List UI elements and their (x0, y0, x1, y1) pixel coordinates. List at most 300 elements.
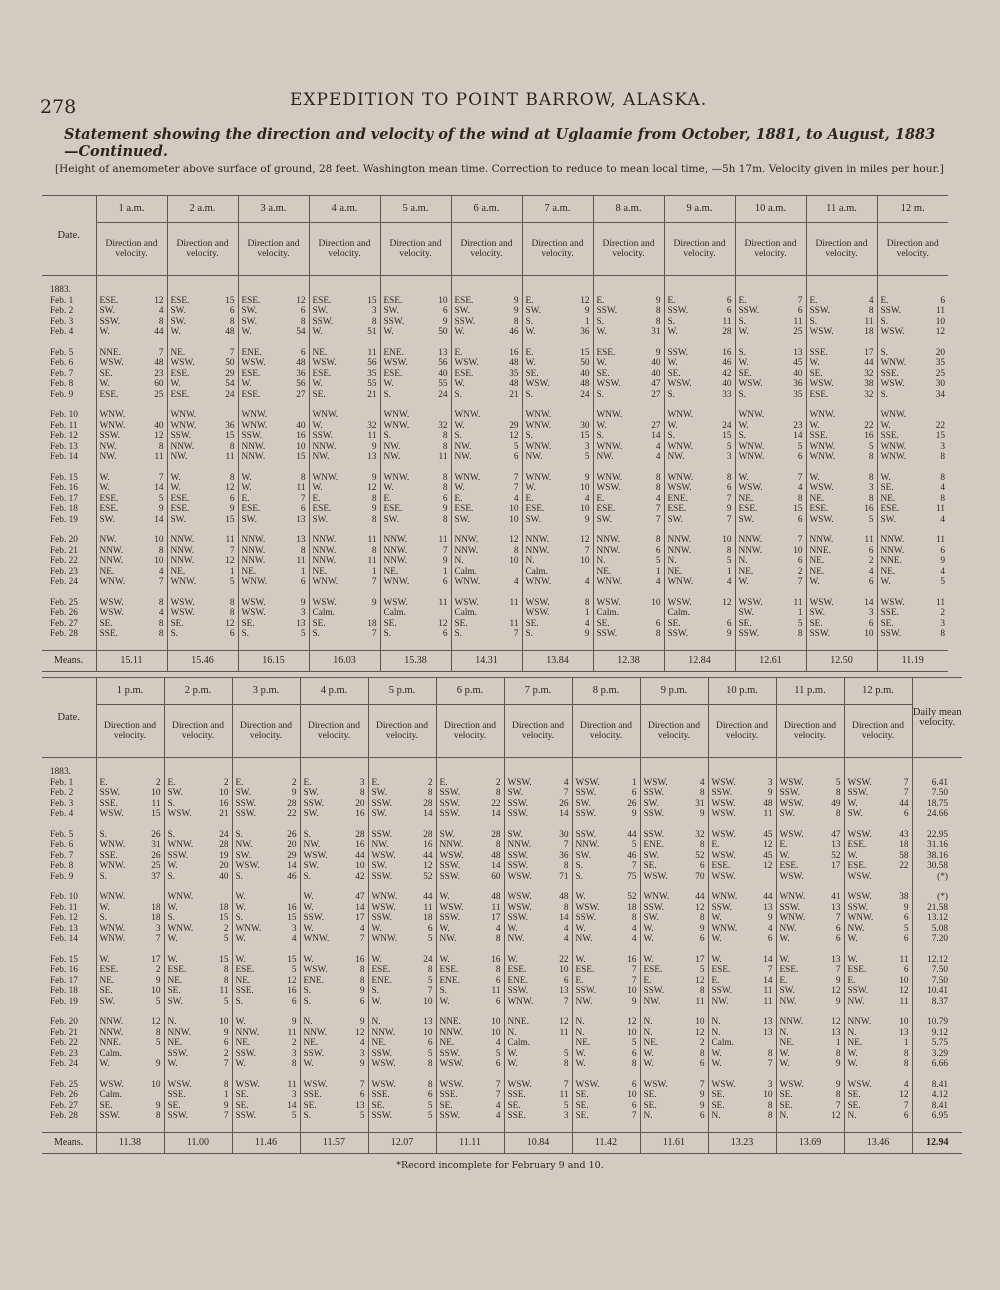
wind-velocity: 2 (797, 566, 803, 577)
wind-direction: SW. (847, 809, 863, 819)
direction-velocity-header: Direction and velocity. (368, 705, 436, 758)
wind-observation (304, 934, 365, 945)
wind-direction: NNW. (99, 556, 124, 566)
wind-velocity: 8 (767, 1100, 773, 1111)
wind-direction: ESE. (596, 347, 616, 358)
wind-velocity: 8 (495, 934, 501, 944)
hour-header: 3 a.m. (238, 196, 309, 223)
wind-velocity: 16 (864, 431, 874, 441)
wind-observation (372, 1059, 433, 1070)
wind-direction: WSW. (643, 871, 668, 882)
wind-velocity: 15 (580, 347, 590, 358)
wind-direction: SW. (170, 514, 186, 525)
wind-velocity: 16 (722, 347, 732, 358)
wind-observation (881, 390, 946, 401)
spacer (304, 1007, 365, 1017)
wind-velocity: 11 (509, 618, 519, 629)
wind-direction: ESE. (738, 504, 758, 514)
wind-direction: NNW. (235, 1027, 260, 1038)
wind-direction: S. (383, 389, 391, 400)
hour-mean: 12.84 (664, 650, 735, 671)
wind-direction: WNW. (847, 913, 874, 923)
spacer (100, 767, 161, 778)
hour-header: 6 p.m. (436, 678, 504, 705)
wind-observation (881, 494, 946, 505)
wind-velocity: 40 (722, 379, 732, 389)
wind-velocity: 5 (427, 975, 433, 986)
wind-observation (171, 442, 235, 453)
wind-velocity: 11 (287, 1027, 297, 1038)
wind-velocity: 8 (442, 431, 448, 441)
wind-observation (739, 619, 803, 630)
spacer (668, 463, 732, 473)
wind-direction: E. (711, 975, 720, 986)
wind-direction: SSW. (439, 871, 461, 882)
wind-velocity: 26 (151, 850, 161, 861)
wind-velocity: 8 (155, 1111, 161, 1121)
wind-observation (242, 410, 306, 421)
overall-daily-mean: 12.94 (912, 1132, 962, 1153)
wind-velocity: 9 (835, 996, 841, 1007)
spacer (171, 588, 235, 598)
wind-direction: WSW. (241, 597, 266, 608)
wind-velocity: 4 (655, 493, 661, 504)
wind-direction: W. (170, 327, 181, 337)
wind-velocity: 1 (835, 1038, 841, 1048)
wind-observation (644, 830, 705, 841)
wind-direction: N. (596, 556, 606, 566)
wind-direction: NE. (809, 493, 825, 504)
wind-velocity: 11 (936, 535, 945, 545)
wind-direction: WSW. (507, 902, 532, 913)
date-label: Feb. 12 (50, 431, 78, 441)
wind-observation (242, 431, 306, 442)
wind-direction: WNW. (809, 410, 836, 420)
wind-direction: ESE. (779, 861, 799, 871)
wind-direction: W. (779, 934, 790, 944)
wind-observation (668, 358, 732, 369)
wind-direction: WSW. (167, 1079, 192, 1090)
wind-velocity: 15 (296, 452, 306, 462)
wind-observation (372, 1049, 433, 1060)
wind-observation (668, 296, 732, 307)
wind-direction: W. (167, 934, 178, 944)
wind-direction: W. (575, 1048, 586, 1059)
wind-velocity: 1 (726, 566, 732, 577)
wind-observation (168, 1059, 229, 1070)
wind-direction: W. (383, 379, 394, 389)
wind-observation (780, 892, 841, 903)
wind-direction: NNW. (170, 556, 195, 566)
wind-direction: WNW. (525, 410, 552, 420)
year-label: 1883. (50, 285, 71, 295)
wind-observation (668, 535, 732, 546)
wind-observation (780, 1080, 841, 1091)
wind-velocity: 6 (726, 618, 732, 629)
wind-velocity: 4 (563, 923, 569, 934)
hour-mean: 11.11 (436, 1132, 504, 1153)
wind-direction: NNW. (880, 535, 905, 545)
daily-mean-value: 6.95 (931, 1111, 948, 1121)
wind-direction: ESE. (170, 295, 190, 306)
wind-observation (384, 348, 448, 359)
wind-direction: E. (454, 347, 463, 358)
wind-direction: ENE. (241, 347, 262, 358)
wind-observation (236, 986, 297, 997)
wind-direction: SSW. (99, 316, 121, 327)
wind-direction: SW. (235, 850, 251, 861)
wind-direction: NE. (167, 975, 183, 986)
spacer (50, 640, 96, 650)
hour-header: 7 p.m. (504, 678, 572, 705)
wind-direction: WSW. (371, 1059, 396, 1069)
wind-velocity: 9 (699, 923, 705, 934)
wind-direction: WNW. (312, 577, 339, 587)
spacer (810, 525, 874, 535)
hour-mean: 11.38 (96, 1132, 164, 1153)
wind-direction: S. (303, 1111, 311, 1121)
wind-observation (100, 556, 164, 567)
wind-direction: W. (170, 483, 181, 493)
wind-direction: NNW. (439, 1027, 464, 1038)
wind-observation (100, 903, 161, 914)
wind-direction: ESE. (575, 965, 595, 975)
hour-header: 10 p.m. (708, 678, 776, 705)
wind-observation (313, 629, 377, 640)
wind-velocity: 6 (767, 934, 773, 944)
wind-observation (597, 348, 661, 359)
direction-velocity-header: Direction and velocity. (309, 223, 380, 276)
wind-velocity: 24 (225, 389, 235, 400)
wind-observation (810, 473, 874, 484)
wind-direction: SE. (439, 1100, 453, 1111)
wind-observation (597, 598, 661, 609)
wind-velocity: 5 (726, 441, 732, 452)
spacer (881, 400, 946, 410)
wind-observation (881, 327, 946, 338)
wind-observation (881, 483, 946, 494)
spacer (242, 276, 306, 285)
wind-direction: WSW. (809, 379, 834, 389)
wind-observation (597, 577, 661, 588)
wind-direction: ENE. (383, 347, 404, 358)
wind-velocity: 32 (695, 829, 705, 840)
wind-velocity: 8 (291, 1059, 297, 1069)
wind-direction: W. (575, 892, 586, 902)
wind-observation (810, 577, 874, 588)
wind-direction: WNW. (711, 923, 738, 934)
wind-velocity: 46 (627, 850, 637, 861)
wind-observation (668, 629, 732, 640)
date-label: Feb. 19 (50, 514, 78, 525)
wind-velocity: 4 (767, 923, 773, 934)
wind-observation (576, 1017, 637, 1028)
wind-direction: W. (99, 472, 110, 483)
hour-header: 12 m. (877, 196, 948, 223)
wind-observation (171, 296, 235, 307)
wind-observation (455, 317, 519, 328)
wind-direction: E. (525, 347, 534, 358)
wind-direction: WNW. (525, 472, 552, 483)
wind-observation (304, 1101, 365, 1112)
direction-velocity-header: Direction and velocity. (806, 223, 877, 276)
wind-observation (597, 369, 661, 380)
spacer (508, 767, 569, 778)
wind-observation (455, 348, 519, 359)
wind-velocity: 7 (655, 504, 661, 514)
wind-velocity: 7 (229, 347, 235, 358)
wind-observation (440, 1038, 501, 1049)
wind-velocity: 12 (225, 556, 235, 566)
wind-direction: SSW. (439, 1111, 461, 1121)
wind-direction: W. (454, 379, 465, 389)
wind-observation (304, 903, 365, 914)
wind-observation (384, 515, 448, 526)
wind-velocity: 30 (559, 829, 569, 840)
wind-observation (881, 608, 946, 619)
wind-direction: WSW. (880, 597, 905, 608)
wind-observation (304, 851, 365, 862)
wind-direction: E. (596, 295, 605, 306)
date-label: Feb. 28 (50, 1111, 78, 1121)
wind-velocity: 4 (495, 923, 501, 934)
wind-velocity: 11 (367, 347, 377, 358)
wind-velocity: 4 (868, 295, 874, 306)
wind-direction: ESE. (383, 295, 403, 306)
wind-direction: NNW. (454, 535, 479, 545)
wind-direction: NNE. (99, 347, 121, 358)
wind-velocity: 48 (559, 892, 569, 902)
wind-observation (372, 1028, 433, 1039)
wind-direction: WSW. (371, 1079, 396, 1090)
date-label: Feb. 17 (50, 493, 78, 504)
wind-velocity: 4 (726, 577, 732, 587)
wind-velocity: 8 (655, 629, 661, 639)
wind-velocity: 42 (355, 871, 365, 882)
spacer (508, 820, 569, 830)
wind-direction: NW. (847, 996, 865, 1007)
date-label: Feb. 2 (50, 788, 74, 798)
wind-direction: SE. (738, 618, 752, 629)
spacer (881, 463, 946, 473)
wind-observation (810, 358, 874, 369)
wind-velocity: 52 (627, 892, 637, 902)
hour-header: 1 p.m. (96, 678, 164, 705)
wind-velocity: 7 (359, 934, 365, 944)
wind-observation (100, 369, 164, 380)
wind-direction: WNW. (667, 410, 694, 420)
wind-direction: SE. (167, 986, 181, 996)
wind-direction: NW. (439, 934, 457, 944)
direction-velocity-header: Direction and velocity. (877, 223, 948, 276)
wind-direction: NNW. (383, 545, 408, 556)
wind-velocity: 6 (427, 1090, 433, 1100)
wind-observation (576, 1049, 637, 1060)
spacer (440, 945, 501, 955)
wind-observation (526, 629, 590, 640)
wind-observation (508, 934, 569, 945)
wind-velocity: 5 (940, 577, 945, 587)
wind-observation (526, 421, 590, 432)
wind-direction: W. (779, 1059, 790, 1069)
wind-direction: SE. (738, 368, 752, 379)
spacer (384, 338, 448, 348)
wind-observation (508, 872, 569, 883)
wind-direction: NE. (738, 493, 754, 504)
wind-direction: NNW. (241, 535, 266, 545)
wind-direction: WNW. (167, 840, 194, 850)
spacer (526, 400, 590, 410)
wind-direction: WSW. (847, 1079, 872, 1090)
wind-direction: WSW. (575, 1079, 600, 1090)
wind-observation (171, 608, 235, 619)
wind-direction: ESE. (312, 295, 332, 306)
wind-direction: ESE. (525, 504, 545, 514)
date-label: Feb. 20 (50, 1017, 78, 1027)
wind-observation (236, 1080, 297, 1091)
wind-direction: ESE. (170, 368, 190, 379)
date-label: Feb. 10 (50, 892, 78, 902)
daily-mean-value: 7.50 (931, 975, 948, 986)
wind-direction: SE. (99, 1100, 113, 1111)
hour-mean: 13.84 (522, 650, 593, 671)
wind-velocity: 1 (229, 566, 235, 577)
wind-direction: W. (383, 483, 394, 493)
wind-direction: W. (241, 472, 252, 483)
wind-observation (372, 934, 433, 945)
wind-velocity: 6 (442, 493, 448, 504)
wind-direction: W. (575, 954, 586, 965)
wind-observation (384, 410, 448, 421)
wind-observation (668, 431, 732, 442)
wind-observation (644, 861, 705, 872)
wind-direction: NNW. (312, 545, 337, 556)
wind-observation (576, 1090, 637, 1101)
spacer (455, 463, 519, 473)
date-label: Feb. 20 (50, 535, 78, 545)
wind-observation (440, 778, 501, 789)
wind-direction: WSW. (711, 798, 736, 809)
wind-velocity: 22 (935, 420, 945, 431)
wind-direction: WSW. (711, 1079, 736, 1090)
wind-observation (848, 809, 909, 820)
wind-observation (100, 473, 164, 484)
wind-observation (440, 965, 501, 976)
wind-velocity: 26 (287, 829, 297, 840)
wind-velocity: 10 (355, 861, 365, 871)
wind-velocity: 7 (563, 1079, 569, 1090)
wind-direction: SSW. (847, 986, 869, 996)
wind-observation (668, 546, 732, 557)
wind-observation (313, 608, 377, 619)
wind-direction: WSW. (738, 379, 763, 389)
wind-observation (780, 799, 841, 810)
wind-observation (508, 799, 569, 810)
means-label: Means. (42, 1132, 96, 1153)
wind-direction: SSW. (99, 431, 121, 441)
spacer (848, 820, 909, 830)
wind-velocity: 9 (767, 788, 773, 798)
wind-direction: SSW. (667, 629, 689, 639)
wind-velocity: 48 (580, 379, 590, 389)
wind-direction: S. (809, 316, 817, 327)
spacer (455, 588, 519, 598)
wind-velocity: 7 (427, 986, 433, 996)
wind-observation (168, 1080, 229, 1091)
hour-header: 2 a.m. (167, 196, 238, 223)
wind-observation (455, 327, 519, 338)
wind-direction: NNW. (241, 545, 266, 556)
wind-velocity: 3 (291, 1048, 297, 1059)
direction-velocity-header: Direction and velocity. (167, 223, 238, 276)
wind-observation (440, 872, 501, 883)
spacer (384, 463, 448, 473)
wind-direction: W. (371, 996, 382, 1007)
wind-observation (384, 421, 448, 432)
wind-velocity: 25 (151, 861, 161, 871)
date-label: Feb. 26 (50, 1090, 78, 1100)
wind-direction: SE. (99, 986, 113, 996)
wind-observation (848, 1101, 909, 1112)
wind-velocity: 16 (627, 954, 637, 965)
wind-velocity: 40 (296, 420, 306, 431)
wind-velocity: 10 (864, 629, 874, 639)
spacer (810, 588, 874, 598)
spacer (242, 338, 306, 348)
wind-direction: S. (596, 316, 604, 327)
wind-velocity: 11 (423, 902, 433, 913)
wind-observation (100, 306, 164, 317)
wind-velocity: 24 (722, 420, 732, 431)
hour-mean: 15.38 (380, 650, 451, 671)
spacer (576, 882, 637, 892)
wind-observation (576, 1038, 637, 1049)
wind-velocity: 8 (940, 493, 945, 504)
wind-observation (168, 913, 229, 924)
wind-direction: WSW. (303, 965, 328, 975)
wind-direction: SE. (667, 368, 681, 379)
wind-observation (712, 1028, 773, 1039)
wind-direction: W. (525, 327, 536, 337)
wind-direction: ESE. (643, 965, 663, 975)
wind-direction: SSW. (312, 316, 334, 327)
wind-velocity: 7 (229, 545, 235, 556)
spacer (384, 400, 448, 410)
spacer (526, 463, 590, 473)
wind-direction: NE. (303, 1038, 319, 1048)
wind-observation (440, 1101, 501, 1112)
wind-direction: ESE. (667, 504, 687, 514)
year-label: 1883. (50, 767, 71, 777)
wind-observation (242, 619, 306, 630)
wind-direction: NE. (575, 1038, 591, 1048)
wind-direction: Calm. (525, 566, 548, 577)
daily-mean-value: 8.41 (931, 1079, 948, 1090)
spacer (780, 767, 841, 778)
wind-direction: SE. (779, 1100, 793, 1111)
wind-observation (372, 1111, 433, 1122)
wind-direction: SE. (312, 389, 326, 400)
wind-observation (526, 515, 590, 526)
wind-velocity: 12 (151, 1017, 161, 1027)
wind-direction: S. (371, 986, 379, 996)
spacer (440, 1007, 501, 1017)
wind-observation (526, 598, 590, 609)
wind-observation (739, 577, 803, 588)
wind-observation (313, 473, 377, 484)
wind-direction: S. (738, 389, 746, 400)
wind-velocity: 8 (655, 535, 661, 545)
